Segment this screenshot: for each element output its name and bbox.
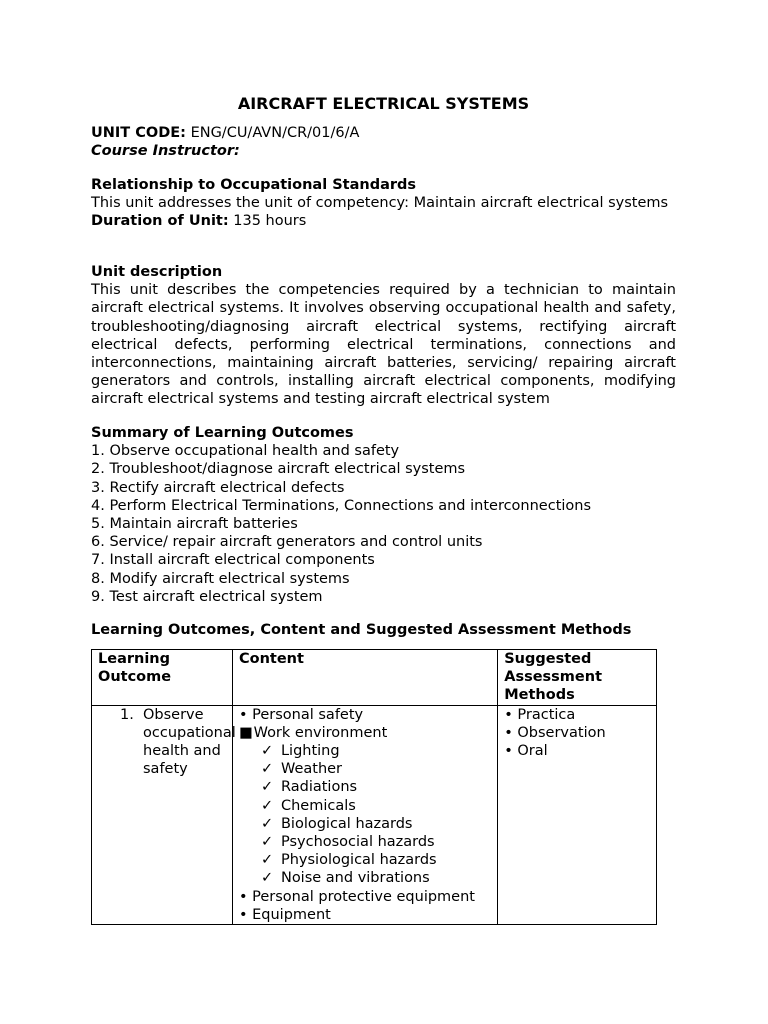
check-icon: ✓ [260,815,274,832]
unit-code-line [91,124,676,142]
subitem-label: Radiations [280,779,358,796]
check-icon: ✓ [260,743,274,760]
outcome-number: 1. [120,706,134,723]
unit-code-label: UNIT CODE: [91,125,186,141]
content-subitem [239,833,491,851]
summary-item: 1. Observe occupational health and safety [91,443,400,460]
unit-description-section [91,263,676,409]
content-subitem [239,760,491,778]
header-learning-outcome: Learning Outcome [92,650,233,706]
content-cell [232,705,497,924]
method-item: • Oral [504,743,548,760]
table-header-row [92,650,657,706]
method-item: • Practica [504,706,576,723]
content-item-label: Work environment [253,724,388,741]
unit-description-text: This unit describes the competencies required by a technician to maintain aircraft electrical systems. It involves observing occupational health and safety, troubleshooting/diagnosing aircraft electrical systems, rectifying aircraft electrical defects, performing electrical terminations, connections and interconnections, maintaining aircraft batteries, servicing/ repairing aircraft generators and controls, installing aircraft electrical components, modifying aircraft electrical systems and testing aircraft electrical system [91,282,676,408]
document-title: AIRCRAFT ELECTRICAL SYSTEMS [237,94,530,113]
square-bullet-icon: ■ [238,724,253,741]
relationship-text: This unit addresses the unit of competency: Maintain aircraft electrical systems [91,195,669,212]
subitem-label: Lighting [280,743,340,760]
method-item: • Observation [504,724,606,741]
subitem-label: Noise and vibrations [280,870,430,887]
assessment-section [91,621,676,639]
summary-item: 8. Modify aircraft electrical systems [91,570,350,587]
summary-heading: Summary of Learning Outcomes [91,425,354,441]
relationship-section [91,176,676,231]
unit-code-value: ENG/CU/AVN/CR/01/6/A [190,125,360,141]
summary-item: 3. Rectify aircraft electrical defects [91,479,345,496]
course-instructor-label: Course Instructor: [91,143,240,160]
subitem-label: Psychosocial hazards [280,834,435,851]
content-subitem [239,869,491,887]
content-item [239,724,491,742]
header-assessment-methods: Suggested Assessment Methods [498,650,657,706]
content-subitem [239,797,491,815]
content-item: • Personal protective equipment [238,888,475,905]
unit-description-heading: Unit description [91,264,223,280]
summary-item: 2. Troubleshoot/diagnose aircraft electrical systems [91,461,466,478]
duration-line [91,212,676,230]
unit-info [91,124,676,160]
duration-value: 135 hours [233,213,307,230]
subitem-label: Biological hazards [280,815,413,832]
summary-item: 7. Install aircraft electrical components [91,552,375,569]
outcomes-table [91,649,657,925]
assessment-heading: Learning Outcomes, Content and Suggested Assessment Methods [91,622,632,638]
summary-item: 9. Test aircraft electrical system [91,588,323,605]
duration-label: Duration of Unit: [91,213,229,230]
content-subitem [239,742,491,760]
summary-item: 4. Perform Electrical Terminations, Connections and interconnections [91,497,592,514]
check-icon: ✓ [260,870,274,887]
outcome-text: Observe occupational health and safety [143,706,236,778]
content-subitem [239,815,491,833]
subitem-label: Physiological hazards [280,852,437,869]
check-icon: ✓ [260,852,274,869]
check-icon: ✓ [260,834,274,851]
summary-section [91,424,676,606]
table-row [92,705,657,924]
relationship-heading: Relationship to Occupational Standards [91,177,417,193]
subitem-label: Weather [280,761,343,778]
check-icon: ✓ [260,779,274,796]
check-icon: ✓ [260,797,274,814]
content-item: • Equipment [238,906,331,923]
header-content: Content [232,650,497,706]
check-icon: ✓ [260,761,274,778]
summary-item: 6. Service/ repair aircraft generators and control units [91,534,483,551]
content-item: • Personal safety [238,706,364,723]
outcome-cell [92,705,236,924]
methods-cell [498,705,657,924]
content-subitem [239,851,491,869]
summary-item: 5. Maintain aircraft batteries [91,516,298,533]
subitem-label: Chemicals [280,797,356,814]
content-subitem [239,778,491,796]
